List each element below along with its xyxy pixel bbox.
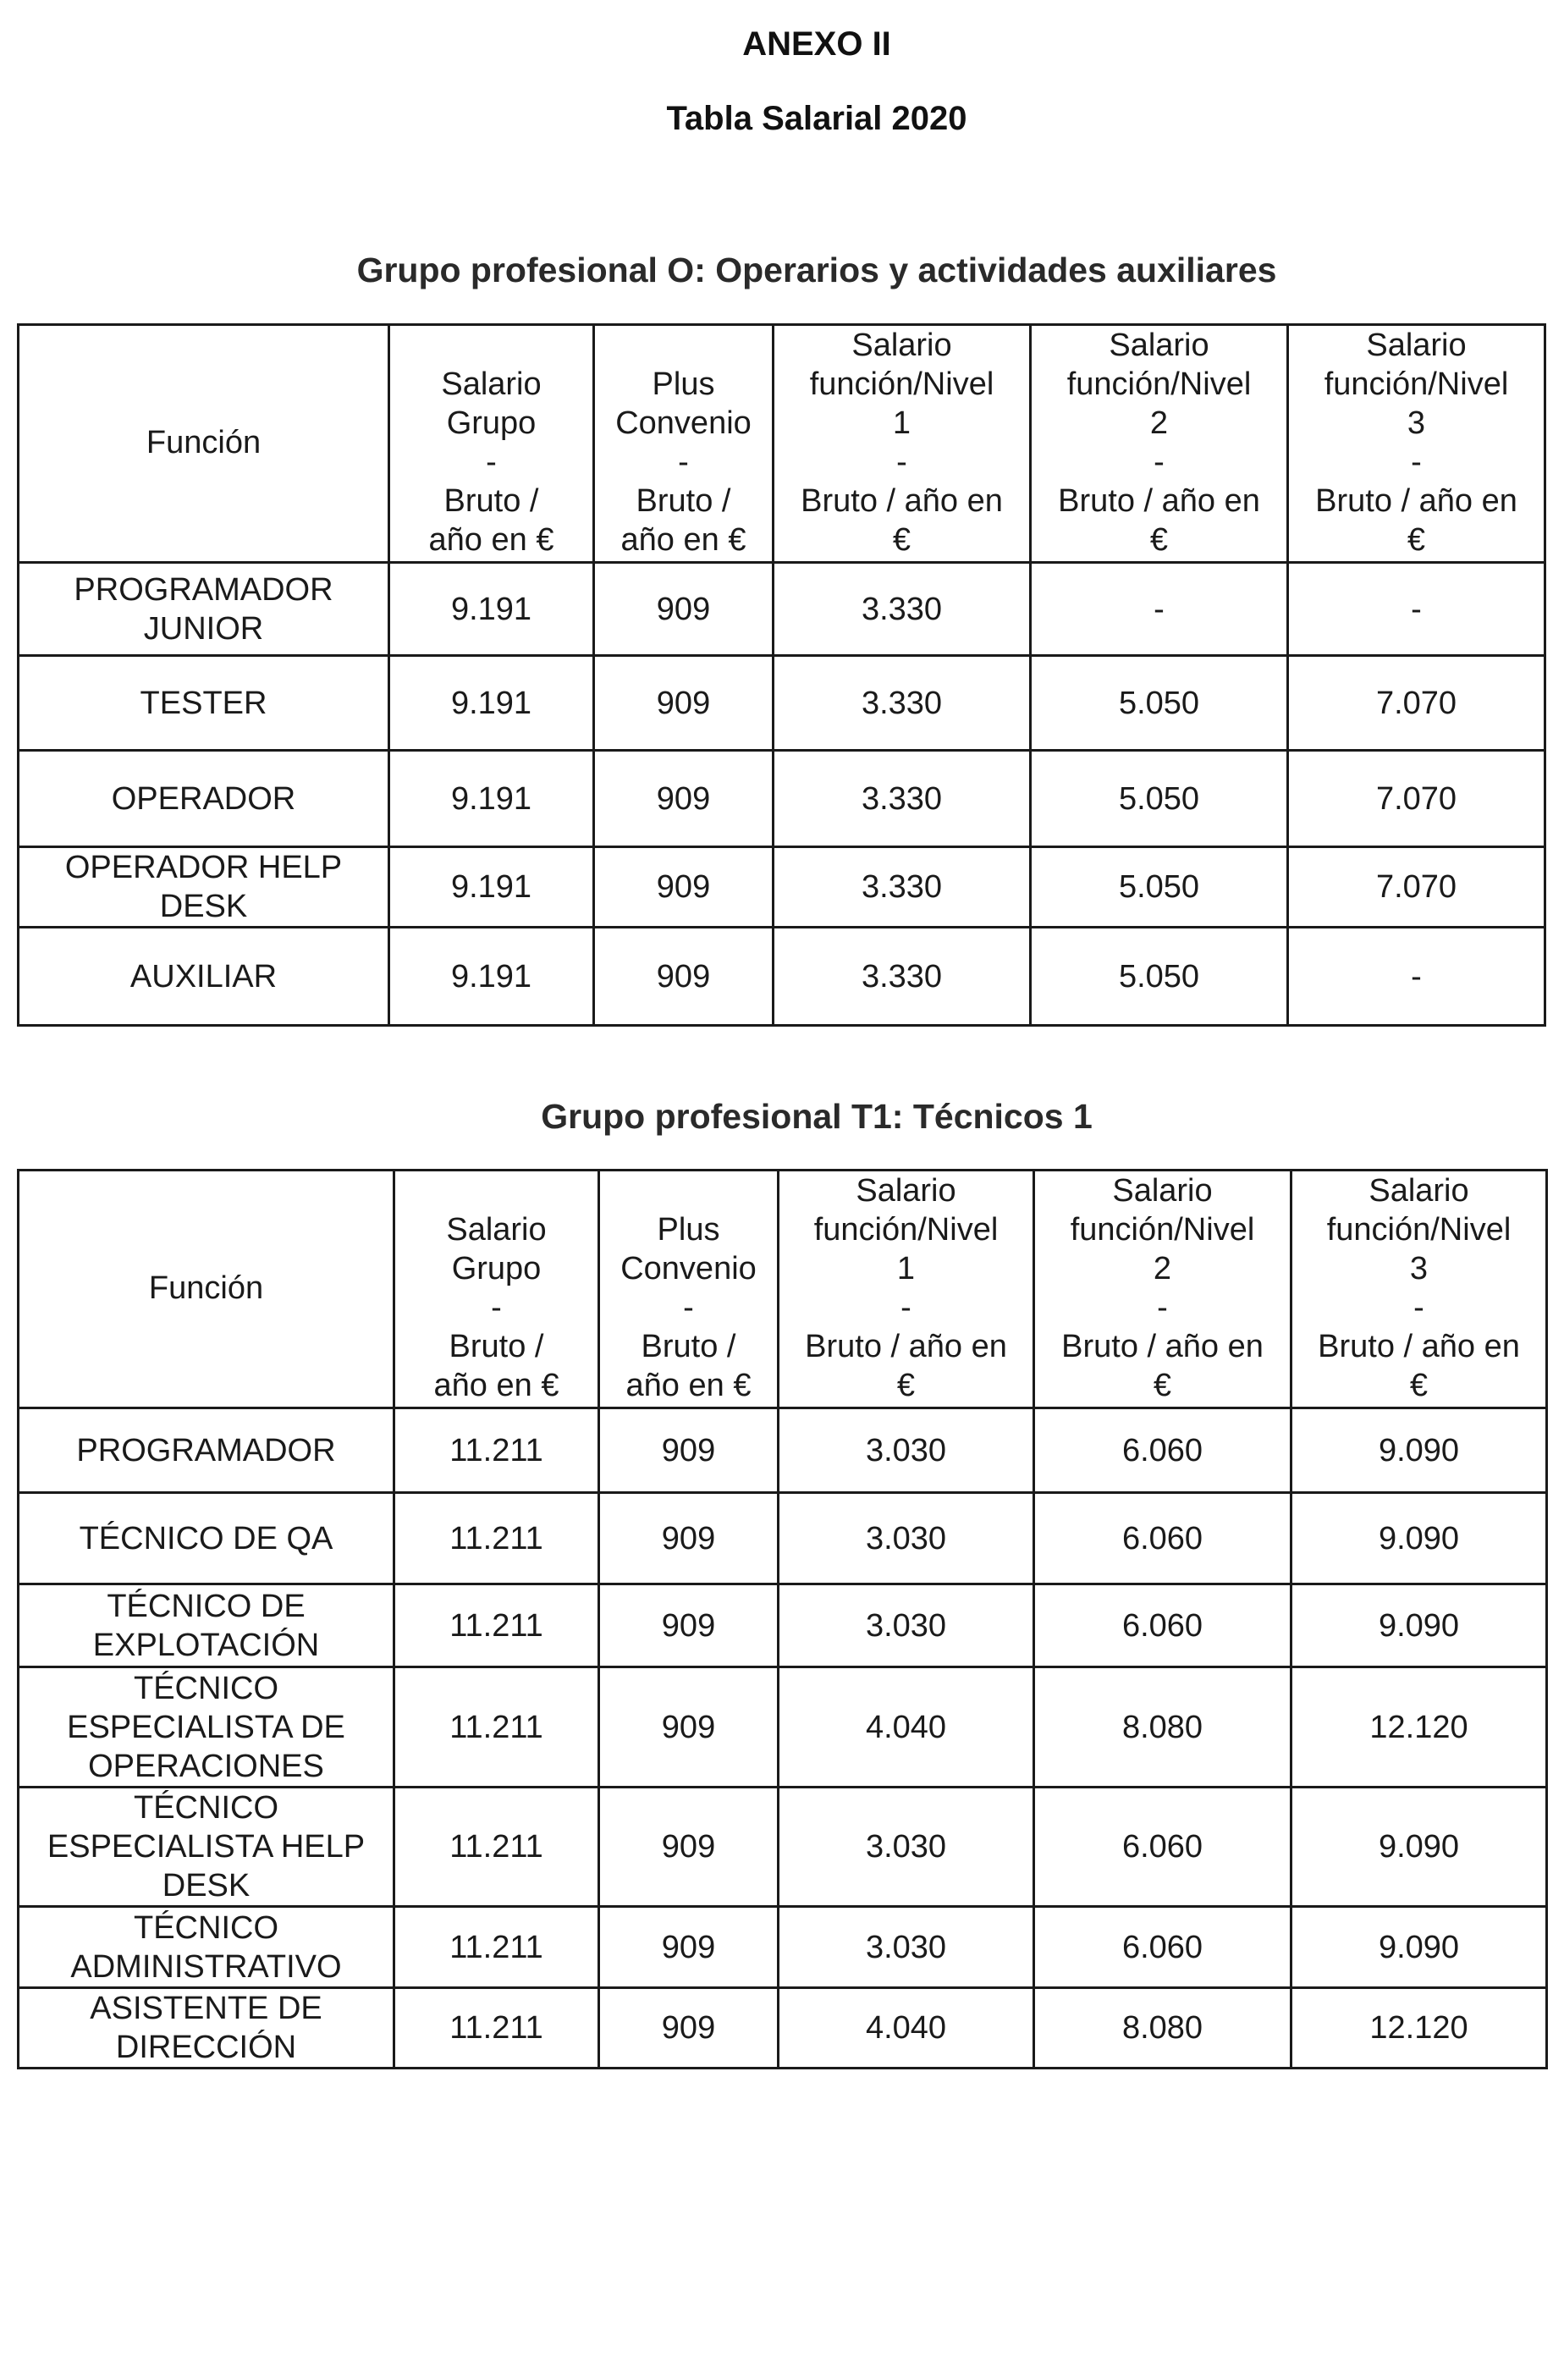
cell-nivel2: 8.080 (1034, 1988, 1291, 2069)
cell-nivel2: 5.050 (1031, 928, 1288, 1026)
table-row (19, 1788, 1547, 1907)
cell-nivel1: 4.040 (779, 1667, 1034, 1788)
header-line: Bruto / año en (801, 483, 1003, 519)
cell-salario-grupo: 9.191 (389, 847, 594, 928)
funcion-line: DESK (159, 889, 248, 924)
header-line: Bruto / año en (1315, 483, 1517, 519)
cell-nivel1: 3.030 (779, 1788, 1034, 1907)
cell-nivel2: 5.050 (1031, 751, 1288, 847)
funcion-cell (19, 1988, 394, 2069)
salary-table-group-t1 (17, 1169, 1548, 2069)
header-line: Convenio (620, 1251, 757, 1286)
column-header-salario-grupo (394, 1171, 599, 1408)
header-line: € (1409, 1368, 1429, 1403)
cell-nivel2: 8.080 (1034, 1667, 1291, 1788)
table-row (19, 928, 1545, 1026)
funcion-cell (19, 1493, 394, 1584)
header-line: 3 (1409, 1251, 1429, 1286)
column-header-plus-convenio (599, 1171, 779, 1408)
header-line: - (1154, 444, 1165, 480)
column-header-salario-grupo (389, 325, 594, 563)
cell-nivel1: 3.330 (774, 656, 1031, 751)
group-o-heading: Grupo profesional O: Operarios y actividades auxiliares (356, 251, 1277, 289)
cell-nivel1: 3.030 (779, 1493, 1034, 1584)
funcion-line: JUNIOR (143, 610, 264, 647)
header-line: Salario (851, 328, 952, 363)
funcion-line: ESPECIALISTA HELP (47, 1829, 366, 1865)
header-line: Salario (446, 1212, 547, 1248)
header-line: - (491, 1290, 502, 1325)
funcion-cell (19, 1907, 394, 1988)
funcion-line: ASISTENTE DE (90, 1991, 322, 2026)
funcion-cell (19, 656, 389, 751)
funcion-line: OPERADOR HELP (64, 850, 343, 885)
funcion-line: TÉCNICO (134, 1670, 278, 1706)
cell-plus-convenio: 909 (599, 1584, 779, 1667)
header-line: - (896, 444, 907, 480)
cell-plus-convenio: 909 (594, 751, 774, 847)
funcion-line: DESK (162, 1868, 251, 1903)
header-line: año en € (625, 1368, 752, 1403)
header-line: año en € (433, 1368, 559, 1403)
salary-table-group-o (17, 323, 1546, 1027)
header-line: año en € (428, 522, 554, 558)
cell-salario-grupo: 11.211 (394, 1907, 599, 1988)
cell-plus-convenio: 909 (599, 1408, 779, 1493)
header-line: Grupo (451, 1251, 542, 1286)
funcion-line: TESTER (140, 685, 267, 721)
table-row (19, 847, 1545, 928)
table-row (19, 1493, 1547, 1584)
header-line: Bruto / (449, 1329, 544, 1364)
header-line: función/Nivel (1070, 1212, 1255, 1248)
funcion-cell (19, 1408, 394, 1493)
cell-salario-grupo: 9.191 (389, 656, 594, 751)
cell-nivel2: 6.060 (1034, 1788, 1291, 1907)
cell-nivel1: 3.330 (774, 751, 1031, 847)
annex-title: ANEXO II (742, 25, 891, 63)
table-row (19, 1988, 1547, 2069)
funcion-line: AUXILIAR (129, 958, 278, 994)
header-line: Plus (657, 1212, 720, 1248)
funcion-line: PROGRAMADOR (76, 1432, 336, 1468)
cell-nivel3: 12.120 (1291, 1667, 1547, 1788)
cell-salario-grupo: 11.211 (394, 1788, 599, 1907)
header-line: Bruto / (641, 1329, 736, 1364)
cell-nivel2: 5.050 (1031, 847, 1288, 928)
funcion-line: ESPECIALISTA DE (67, 1709, 345, 1745)
header-line: Bruto / año en (1318, 1329, 1520, 1364)
funcion-line: ADMINISTRATIVO (70, 1948, 342, 1985)
cell-plus-convenio: 909 (594, 928, 774, 1026)
cell-plus-convenio: 909 (599, 1493, 779, 1584)
header-line: Bruto / (636, 483, 731, 519)
table-row (19, 656, 1545, 751)
header-line: Salario (1368, 1173, 1469, 1209)
cell-salario-grupo: 9.191 (389, 928, 594, 1026)
cell-nivel1: 3.030 (779, 1907, 1034, 1988)
cell-nivel3: 7.070 (1288, 751, 1545, 847)
header-line: Bruto / año en (1061, 1329, 1264, 1364)
header-line: Bruto / año en (805, 1329, 1007, 1364)
header-line: 3 (1407, 405, 1426, 441)
header-line: función/Nivel (813, 1212, 999, 1248)
cell-nivel1: 3.030 (779, 1584, 1034, 1667)
table-row (19, 1907, 1547, 1988)
funcion-line: PROGRAMADOR (74, 571, 333, 608)
column-header-nivel2 (1031, 325, 1288, 563)
funcion-line: OPERADOR (111, 780, 296, 817)
funcion-cell (19, 1788, 394, 1907)
column-header-nivel2 (1034, 1171, 1291, 1408)
header-line: función/Nivel (809, 366, 994, 402)
header-line: - (1411, 444, 1422, 480)
funcion-line: DIRECCIÓN (115, 2030, 297, 2065)
cell-salario-grupo: 11.211 (394, 1584, 599, 1667)
cell-nivel2: 5.050 (1031, 656, 1288, 751)
header-line: función/Nivel (1324, 366, 1509, 402)
cell-nivel3: 9.090 (1291, 1493, 1547, 1584)
cell-plus-convenio: 909 (594, 847, 774, 928)
column-header-nivel3 (1288, 325, 1545, 563)
cell-plus-convenio: 909 (599, 1907, 779, 1988)
header-line: Bruto / año en (1058, 483, 1260, 519)
header-line: € (1407, 522, 1426, 558)
cell-nivel2: 6.060 (1034, 1408, 1291, 1493)
header-line: - (678, 444, 689, 480)
funcion-line: OPERACIONES (88, 1748, 324, 1784)
table-row (19, 1584, 1547, 1667)
header-line: función/Nivel (1066, 366, 1252, 402)
header-line: 1 (896, 1251, 916, 1286)
cell-nivel2: 6.060 (1034, 1907, 1291, 1988)
header-line: - (900, 1290, 911, 1325)
cell-plus-convenio: 909 (599, 1788, 779, 1907)
header-line: - (486, 444, 497, 480)
cell-nivel3: 9.090 (1291, 1408, 1547, 1493)
header-line: € (1153, 1368, 1172, 1403)
cell-nivel1: 3.330 (774, 928, 1031, 1026)
cell-salario-grupo: 11.211 (394, 1667, 599, 1788)
header-line: Grupo (446, 405, 537, 441)
funcion-line: TÉCNICO DE QA (79, 1520, 333, 1556)
cell-salario-grupo: 9.191 (389, 751, 594, 847)
cell-salario-grupo: 11.211 (394, 1408, 599, 1493)
header-line: € (892, 522, 911, 558)
funcion-cell (19, 928, 389, 1026)
funcion-cell (19, 847, 389, 928)
table-row (19, 751, 1545, 847)
header-line: Plus (652, 366, 715, 402)
header-line: 2 (1153, 1251, 1172, 1286)
funcion-cell (19, 1584, 394, 1667)
header-line: - (683, 1290, 694, 1325)
cell-nivel3: 12.120 (1291, 1988, 1547, 2069)
header-line: Bruto / (443, 483, 539, 519)
cell-nivel2: 6.060 (1034, 1493, 1291, 1584)
header-line: - (1413, 1290, 1424, 1325)
column-header-nivel1 (774, 325, 1031, 563)
header-line: 2 (1149, 405, 1169, 441)
cell-nivel3: - (1288, 928, 1545, 1026)
cell-salario-grupo: 11.211 (394, 1493, 599, 1584)
cell-nivel2: - (1031, 563, 1288, 656)
cell-nivel3: 7.070 (1288, 656, 1545, 751)
cell-plus-convenio: 909 (599, 1988, 779, 2069)
column-header-plus-convenio (594, 325, 774, 563)
cell-nivel1: 4.040 (779, 1988, 1034, 2069)
funcion-cell (19, 751, 389, 847)
funcion-line: TÉCNICO (134, 1790, 278, 1826)
cell-salario-grupo: 9.191 (389, 563, 594, 656)
table-row (19, 563, 1545, 656)
header-row (19, 1171, 1547, 1408)
cell-nivel2: 6.060 (1034, 1584, 1291, 1667)
header-line: Salario (1112, 1173, 1213, 1209)
column-header-nivel1 (779, 1171, 1034, 1408)
header-line: función/Nivel (1326, 1212, 1512, 1248)
header-line: 1 (892, 405, 911, 441)
table-row (19, 1667, 1547, 1788)
funcion-line: TÉCNICO DE (107, 1588, 306, 1624)
header-line: Salario (1109, 328, 1209, 363)
header-line: año en € (620, 522, 746, 558)
funcion-cell (19, 563, 389, 656)
cell-plus-convenio: 909 (594, 656, 774, 751)
cell-nivel3: 9.090 (1291, 1584, 1547, 1667)
cell-nivel1: 3.330 (774, 563, 1031, 656)
header-line: Convenio (615, 405, 752, 441)
cell-nivel3: 7.070 (1288, 847, 1545, 928)
funcion-line: EXPLOTACIÓN (92, 1627, 320, 1663)
cell-salario-grupo: 11.211 (394, 1988, 599, 2069)
table-title: Tabla Salarial 2020 (666, 100, 967, 137)
funcion-cell (19, 1667, 394, 1788)
column-header-funcion: Función (19, 325, 389, 563)
table-row (19, 1408, 1547, 1493)
cell-nivel3: - (1288, 563, 1545, 656)
header-line: Salario (441, 366, 542, 402)
header-line: Salario (856, 1173, 956, 1209)
header-line: € (1149, 522, 1169, 558)
column-header-nivel3 (1291, 1171, 1547, 1408)
cell-nivel3: 9.090 (1291, 1788, 1547, 1907)
cell-nivel3: 9.090 (1291, 1907, 1547, 1988)
cell-plus-convenio: 909 (594, 563, 774, 656)
header-row (19, 325, 1545, 563)
funcion-line: TÉCNICO (134, 1909, 278, 1946)
cell-nivel1: 3.330 (774, 847, 1031, 928)
column-header-funcion: Función (19, 1171, 394, 1408)
header-line: - (1157, 1290, 1168, 1325)
cell-nivel1: 3.030 (779, 1408, 1034, 1493)
cell-plus-convenio: 909 (599, 1667, 779, 1788)
group-t1-heading: Grupo profesional T1: Técnicos 1 (541, 1097, 1093, 1136)
header-line: € (896, 1368, 916, 1403)
header-line: Salario (1366, 328, 1467, 363)
